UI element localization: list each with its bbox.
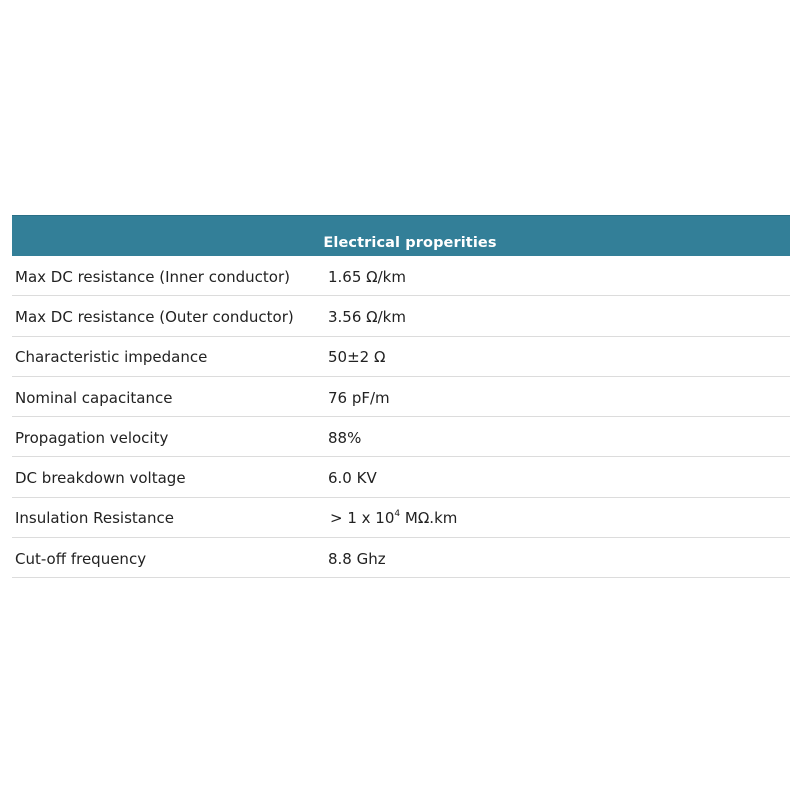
property-label: Nominal capacitance: [15, 388, 173, 407]
table-row: [12, 417, 790, 457]
property-label: Characteristic impedance: [15, 348, 208, 367]
property-value: 8.8 Ghz: [328, 549, 386, 568]
property-label: Max DC resistance (Inner conductor): [15, 267, 290, 286]
property-label: Insulation Resistance: [15, 509, 174, 528]
property-value: 3.56 Ω/km: [328, 307, 406, 326]
table-title: Electrical properities: [323, 235, 497, 251]
value-exponent: 4: [394, 509, 401, 520]
table-row: [12, 457, 790, 497]
property-label: Max DC resistance (Outer conductor): [15, 307, 294, 326]
table-header: [12, 215, 790, 256]
table-row: [12, 377, 790, 417]
property-value: 50±2 Ω: [328, 348, 386, 367]
property-label: Cut-off frequency: [15, 549, 147, 568]
table-row: [12, 337, 790, 377]
value-prefix: > 1 x 10: [330, 509, 395, 528]
table-row: [12, 296, 790, 336]
table-row: [12, 498, 790, 538]
property-value: 88%: [328, 428, 362, 447]
electrical-properties-table: [12, 215, 790, 578]
property-value: 76 pF/m: [328, 388, 390, 407]
value-suffix: MΩ.km: [400, 509, 458, 528]
property-label: Propagation velocity: [15, 428, 169, 447]
property-value: [328, 509, 457, 527]
property-value: 6.0 KV: [328, 469, 377, 488]
property-label: DC breakdown voltage: [15, 469, 186, 488]
table-row: [12, 256, 790, 296]
property-value: 1.65 Ω/km: [328, 267, 406, 286]
table-row: [12, 538, 790, 578]
